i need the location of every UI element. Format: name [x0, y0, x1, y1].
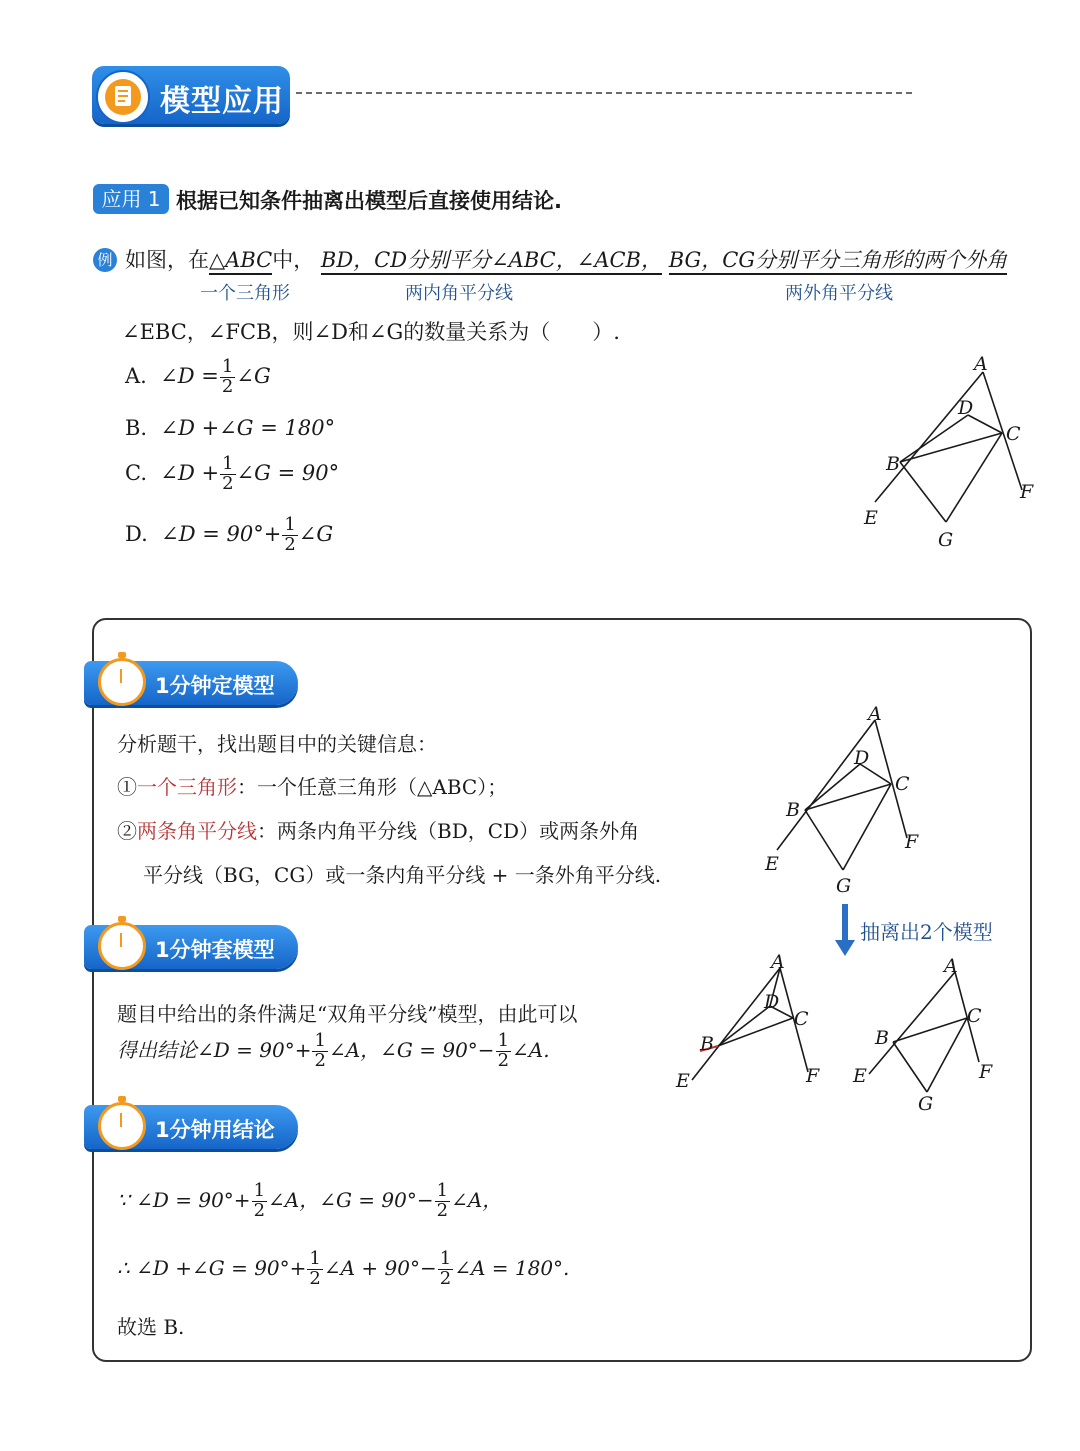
formula-text: ∠A + 90°−	[323, 1255, 437, 1280]
option-label: B.	[125, 416, 148, 440]
divider	[296, 92, 912, 94]
option-text: ∠D = 90°+	[161, 521, 282, 546]
label-d: D	[764, 991, 780, 1013]
triangle-model-outer	[845, 950, 1035, 1120]
use-line-1	[117, 1182, 502, 1221]
fraction-num: 1	[497, 1030, 510, 1051]
underlined-outer-bisectors: BG，CG分别平分三角形的两个外角	[669, 248, 1007, 275]
formula-text: ∠A = 180°.	[454, 1255, 570, 1280]
section-title-find: 1分钟定模型	[155, 674, 275, 698]
option-label: C.	[125, 460, 147, 485]
option-a	[125, 358, 271, 397]
label-b: B	[886, 453, 900, 475]
item-text: ：两条内角平分线（BD，CD）或两条外角	[257, 819, 640, 843]
fraction-den: 2	[497, 1049, 510, 1071]
item-number: ①	[117, 775, 137, 799]
label-f: F	[1020, 481, 1034, 503]
option-text: ∠D =	[160, 363, 219, 388]
label-a: A	[868, 703, 882, 725]
triangle-figure-analysis	[755, 700, 955, 900]
formula-text: ∠A，	[451, 1187, 503, 1212]
fraction-num: 1	[439, 1248, 452, 1269]
fraction-num: 1	[309, 1248, 321, 1269]
application-badge: 应用 1	[93, 184, 169, 214]
item-number: ②	[117, 819, 137, 843]
label-a: A	[944, 955, 958, 977]
example-badge: 例	[93, 248, 117, 272]
stopwatch-icon	[98, 658, 146, 706]
find-item-2	[117, 815, 639, 844]
underlined-inner-bisectors: BD，CD分别平分∠ABC，∠ACB，	[321, 248, 662, 275]
fraction-num: 1	[221, 356, 234, 377]
fraction-num: 1	[436, 1180, 449, 1201]
formula-text: ∠A，∠G = 90°−	[268, 1187, 434, 1212]
label-f: F	[905, 831, 919, 853]
label-c: C	[794, 1008, 809, 1030]
section-title: 模型应用	[160, 84, 284, 119]
label-e: E	[765, 853, 779, 875]
use-line-2	[117, 1250, 569, 1289]
stopwatch-icon	[98, 922, 146, 970]
option-label: A.	[125, 363, 147, 388]
apply-line-2	[117, 1032, 550, 1071]
label-f: F	[806, 1065, 820, 1087]
annotation-outer-bisectors: 两外角平分线	[785, 283, 893, 304]
fraction-den: 2	[221, 375, 234, 397]
triangle-model-inner	[670, 950, 840, 1095]
label-f: F	[979, 1061, 993, 1083]
item-text: ：一个任意三角形（△ABC）；	[237, 775, 508, 799]
key-term: 一个三角形	[137, 775, 237, 799]
option-b	[125, 416, 335, 440]
fraction-den: 2	[309, 1267, 321, 1289]
fraction-num: 1	[222, 453, 234, 474]
find-intro: 分析题干，找出题目中的关键信息：	[117, 732, 437, 756]
find-item-2-cont: 平分线（BG，CG）或一条内角平分线 + 一条外角平分线.	[143, 863, 662, 887]
question-line-2: ∠EBC，∠FCB，则∠D和∠G的数量关系为（ ）.	[122, 320, 620, 344]
question-text: 如图，在	[125, 248, 209, 272]
triangle-figure-main	[850, 350, 1050, 560]
label-b: B	[875, 1027, 889, 1049]
label-c: C	[895, 773, 910, 795]
label-c: C	[1006, 423, 1021, 445]
fraction-den: 2	[314, 1049, 326, 1071]
option-text: ∠G	[298, 521, 334, 546]
label-a: A	[974, 353, 988, 375]
fraction-den: 2	[439, 1267, 452, 1289]
label-e: E	[853, 1065, 867, 1087]
label-b: B	[786, 799, 800, 821]
conclusion: 故选 B.	[117, 1315, 185, 1339]
fraction-den: 2	[222, 472, 234, 494]
section-title-use: 1分钟用结论	[155, 1118, 275, 1142]
option-label: D.	[125, 521, 148, 546]
option-text: ∠G	[236, 363, 271, 388]
annotation-triangle: 一个三角形	[200, 283, 290, 304]
question-line-1	[125, 244, 1007, 274]
application-text: 根据已知条件抽离出模型后直接使用结论.	[176, 189, 562, 213]
formula-text: ∵ ∠D = 90°+	[117, 1187, 251, 1212]
fraction-num: 1	[253, 1180, 266, 1201]
label-c: C	[967, 1005, 982, 1027]
question-text: 中，	[272, 248, 315, 272]
fraction-num: 1	[314, 1030, 326, 1051]
option-text: ∠D +∠G = 180°	[160, 416, 336, 440]
section-title-apply: 1分钟套模型	[155, 938, 275, 962]
label-a: A	[771, 951, 785, 973]
formula-text: 得出结论∠D = 90°+	[117, 1037, 312, 1062]
fraction-num: 1	[284, 514, 296, 535]
key-term: 两条角平分线	[137, 819, 257, 843]
label-d: D	[958, 397, 974, 419]
label-g: G	[836, 875, 852, 897]
label-b: B	[700, 1033, 714, 1055]
formula-text: ∴ ∠D +∠G = 90°+	[117, 1255, 307, 1280]
fraction-den: 2	[253, 1199, 266, 1221]
option-text: ∠D +	[160, 460, 220, 485]
formula-text: ∠A.	[512, 1037, 550, 1062]
annotation-inner-bisectors: 两内角平分线	[405, 283, 513, 304]
option-text: ∠G = 90°	[236, 460, 340, 485]
find-item-1	[117, 771, 507, 800]
label-d: D	[854, 747, 870, 769]
apply-line-1: 题目中给出的条件满足“双角平分线”模型，由此可以	[117, 1002, 578, 1026]
extract-label: 抽离出2个模型	[860, 920, 993, 944]
label-g: G	[918, 1093, 934, 1115]
label-e: E	[864, 507, 878, 529]
label-g: G	[938, 529, 954, 551]
stopwatch-icon	[98, 1102, 146, 1150]
fraction-den: 2	[436, 1199, 449, 1221]
formula-text: ∠A，∠G = 90°−	[328, 1037, 495, 1062]
option-c	[125, 455, 339, 494]
label-e: E	[676, 1070, 690, 1092]
option-d	[125, 516, 333, 555]
fraction-den: 2	[284, 533, 296, 555]
underlined-triangle: △ABC	[209, 248, 272, 275]
document-icon	[96, 70, 150, 124]
